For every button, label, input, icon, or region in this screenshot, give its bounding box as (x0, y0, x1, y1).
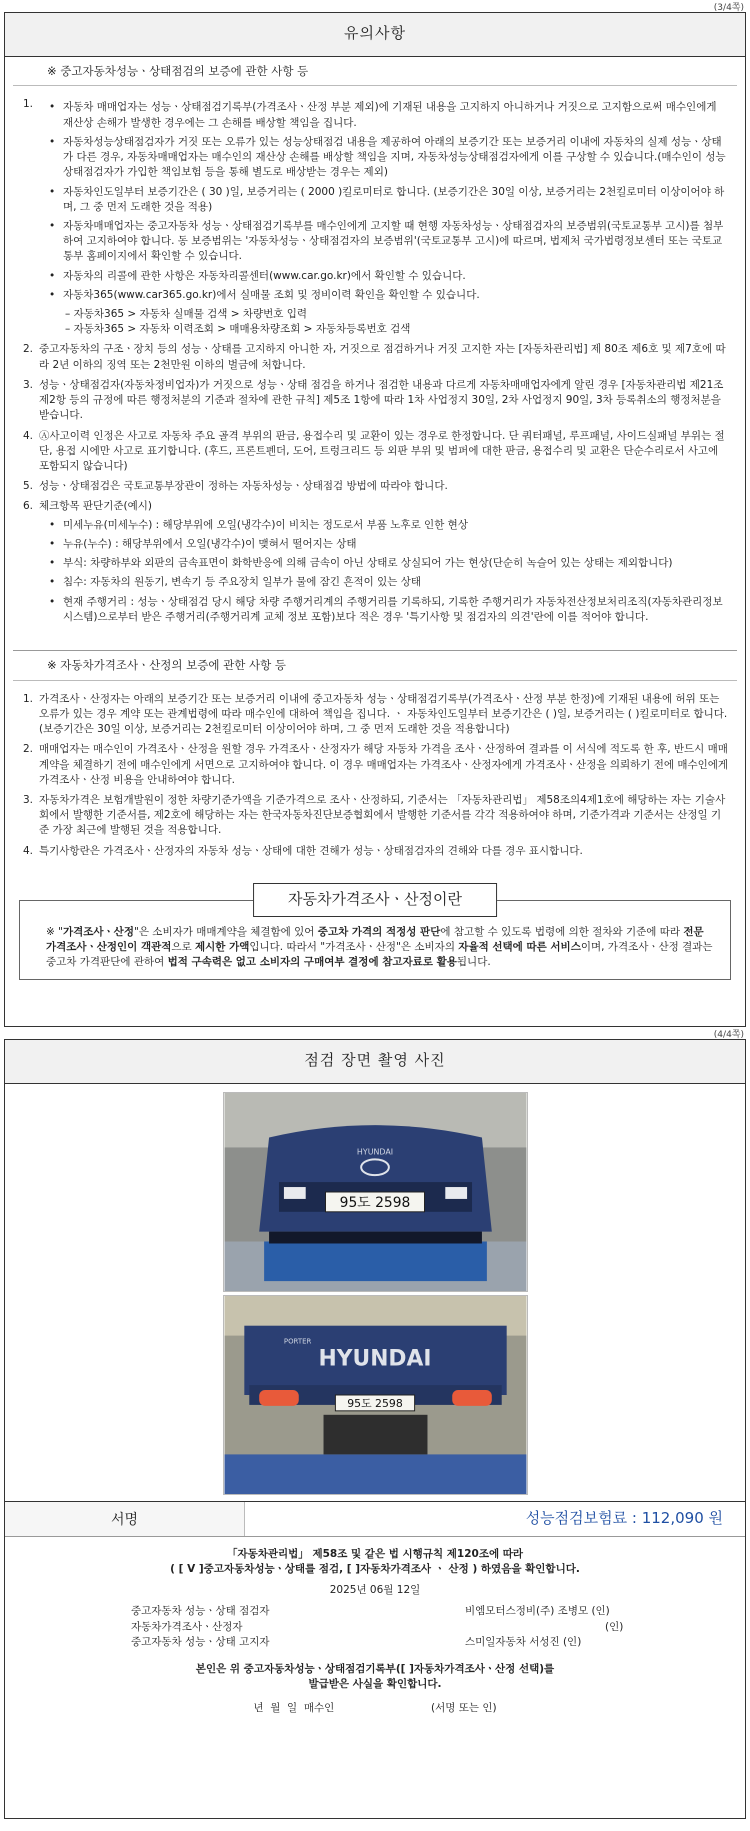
box-text: ※ " (46, 925, 63, 938)
truck-front-photo (223, 1092, 528, 1292)
price-definition-box (19, 889, 731, 980)
price-note-4 (23, 844, 729, 859)
note-4 (23, 429, 729, 475)
bullet-item (49, 185, 729, 215)
box-text: 됩니다. (456, 956, 491, 969)
signature-body (5, 1537, 745, 1726)
box-bold: 중고차 가격의 적정성 판단 (317, 925, 441, 938)
note-text: 성능ㆍ상태점검자(자동차정비업자)가 거짓으로 성능ㆍ상태 점검을 하거나 점검한 내용과 다르게 자동차매매업자에게 알린 경우 [자동차관리법 제21조 제2항 등의 규정에 따른 행정처분의 기준과 절차에 관한 규칙] 제5조 1항에 따라 1차 사업정지 30일, 2차 사업정지 90일, 3차 등록취소의 행정처분을 받습니다. (39, 378, 724, 422)
signer-inspector: 비엠모터스정비(주) 조병모 (인) (465, 1605, 610, 1618)
bullet-item (49, 595, 729, 625)
section1-heading: ※ 중고자동차성능ㆍ상태점검의 보증에 관한 사항 등 (13, 57, 737, 87)
note-number: 3. (23, 793, 34, 806)
note-6 (23, 499, 729, 629)
box-text: 이며, 가격조사ㆍ산정 결과는 중고차 가격판단에 관하여 (46, 941, 713, 969)
note-text: 특기사항란은 가격조사ㆍ산정자의 자동차 성능ㆍ상태에 대한 견해가 성능ㆍ상태점검자의 견해와 다를 경우 표시합니다. (39, 844, 583, 857)
sub-line: – 자동차365 > 자동차 이력조회 > 매매용차량조회 > 자동차등록번호 검색 (65, 323, 411, 336)
box-text: 입니다. 따라서 "가격조사ㆍ산정"은 소비자의 (249, 941, 459, 954)
bullet-item (49, 219, 729, 265)
law-line-1: 「자동차관리법」 제58조 및 같은 법 시행규칙 제120조에 따라 (226, 1547, 524, 1560)
role-notifier: 중고자동차 성능ㆍ상태 고지자 (131, 1635, 270, 1648)
note-number: 2. (23, 343, 34, 356)
bullet-icon (49, 518, 63, 533)
photo-area (5, 1084, 745, 1495)
bullet-item (49, 575, 729, 590)
note-number: 6. (23, 500, 34, 513)
price-definition-title: 자동차가격조사ㆍ산정이란 (253, 883, 497, 917)
bullet-text: 부식: 차량하부와 외판의 금속표면이 화학반응에 의해 금속이 아닌 상태로 상실되어 가는 현상(단순히 녹슬어 있는 상태는 제외합니다) (63, 557, 673, 570)
bullet-item (49, 100, 729, 130)
note-number: 3. (23, 378, 34, 391)
truck-rear-photo (223, 1295, 528, 1495)
buyer-confirm-line-1: 본인은 위 중고자동차성능ㆍ상태점검기록부([ ]자동차가격조사ㆍ산정 선택)를 (195, 1663, 555, 1676)
insurance-fee: 성능점검보험료 : 112,090 원 (525, 1508, 723, 1527)
bullet-icon (49, 575, 63, 590)
page-number-4: (4/4쪽) (713, 1030, 744, 1040)
note-text: 중고자동차의 구조ㆍ장치 등의 성능ㆍ상태를 고지하지 아니한 자, 거짓으로 점검하거나 거짓 고지한 자는 [자동차관리법] 제 80조 제6호 및 제7호에 따라 2년 이하의 징역 또는 2천만원 이하의 벌금에 처합니다. (39, 343, 726, 371)
note-number: 4. (23, 429, 34, 442)
note-number: 4. (23, 844, 34, 857)
note-body (39, 97, 729, 337)
note-3 (23, 378, 729, 424)
notes-title: 유의사항 (5, 13, 745, 57)
bullet-icon (49, 595, 63, 625)
box-text: 으로 (171, 941, 195, 954)
bullet-item (49, 556, 729, 571)
notes-page (4, 12, 746, 1027)
note-number: 2. (23, 743, 34, 756)
note-number: 1. (23, 98, 34, 111)
bullet-text: 자동차 매매업자는 성능ㆍ상태점검기록부(가격조사ㆍ산정 부분 제외)에 기재된 내용을 고지하지 아니하거나 거짓으로 고지함으로써 매수인에게 재산상 손해가 발생한 경우에는 그 손해를 배상할 책임을 집니다. (63, 101, 717, 129)
note-5 (23, 479, 729, 494)
note-text: 성능ㆍ상태점검은 국토교통부장관이 정하는 자동차성능ㆍ상태점검 방법에 따라야 합니다. (39, 480, 448, 493)
page-number-3: (3/4쪽) (713, 3, 744, 13)
section2-notes (5, 681, 745, 870)
bullet-icon (49, 537, 63, 552)
buyer-sign-row (21, 1701, 729, 1716)
note-2 (23, 342, 729, 372)
buyer-sign-hint: (서명 또는 인) (430, 1701, 497, 1714)
note-number: 5. (23, 480, 34, 493)
price-note-1 (23, 692, 729, 738)
bullet-icon (49, 135, 63, 181)
note-text: 매매업자는 매수인이 가격조사ㆍ산정을 원할 경우 가격조사ㆍ산정자가 해당 자동차 가격을 조사ㆍ산정하여 결과를 이 서식에 적도록 한 후, 반드시 매매계약을 체결하기 전에 매수인에게 서면으로 고지하여야 합니다. 이 경우 매매업자는 가격조사ㆍ산정자에게 가격조사ㆍ산정을 의뢰하기 전에 매수인에게 가격조사ㆍ산정 비용을 안내하여야 합니다. (39, 743, 729, 786)
box-bold: 전문 가격조사ㆍ산정인이 객관적 (46, 925, 704, 954)
box-bold: 자율적 선택에 따른 서비스 (458, 941, 581, 954)
law-line-2: ( [ V ]중고자동차성능ㆍ상태를 점검, [ ]자동차가격조사 ㆍ 산정 ) 하였음을 확인합니다. (170, 1562, 580, 1575)
bullet-text: 자동차인도일부터 보증기간은 ( 30 )일, 보증거리는 ( 2000 )킬로미터로 합니다. (보증기간은 30일 이상, 보증거리는 2천킬로미터 이상이어야 하며, 그 중 먼저 도래한 것을 적용) (63, 185, 725, 213)
signer-grid (21, 1604, 729, 1650)
model-text: PORTER (283, 1337, 311, 1346)
bullet-icon (49, 269, 63, 284)
bullet-text: 현재 주행거리 : 성능ㆍ상태점검 당시 해당 차량 주행거리계의 주행거리를 기록하되, 기록한 주행거리가 자동차전산정보처리조직(자동차관리정보시스템)으로부터 받은 주행거리(주행거리계 교체 정보 포함)보다 적은 경우 '특기사항 및 점검자의 의견'란에 이를 적어야 합니다. (63, 595, 723, 623)
plate-text: 95도 2598 (339, 1194, 410, 1211)
photo-title: 점검 장면 촬영 사진 (5, 1040, 745, 1084)
signer-notifier: 스미일자동차 서성진 (인) (465, 1635, 582, 1648)
bullet-icon (49, 100, 63, 130)
price-note-3 (23, 793, 729, 839)
buyer-confirm-line-2: 발급받은 사실을 확인합니다. (308, 1678, 442, 1691)
bullet-text: 누유(누수) : 해당부위에서 오일(냉각수)이 맺혀서 떨어지는 상태 (63, 537, 357, 550)
price-note-2 (23, 742, 729, 788)
note-text: 체크항목 판단기준(예시) (39, 500, 152, 513)
note-text: 가격조사ㆍ산정자는 아래의 보증기간 또는 보증거리 이내에 중고자동차 성능ㆍ상태점검기록부(가격조사ㆍ산정 부분 한정)에 기재된 내용에 허위 또는 오류가 있는 경우 계약 또는 관계법령에 따라 매수인에 대하여 책임을 집니다. ㆍ 자동차인도일부터 보증기간은 ( )일, 보증거리는 ( )킬로미터로 합니다. (보증기간은 30일 이상, 보증거리는 2천킬로미터 이상이어야 하며, 그 중 먼저 도래한 것을 적용합니다) (39, 692, 728, 736)
bullet-item (49, 288, 729, 303)
role-price-assessor: 자동차가격조사ㆍ산정자 (131, 1620, 243, 1633)
bullet-text: 자동차성능상태점검자가 거짓 또는 오류가 있는 성능상태점검 내용을 제공하여 아래의 보증기간 또는 보증거리 이내에 자동차의 실제 성능ㆍ상태가 다른 경우, 자동차매매업자는 매수인의 재산상 손해를 배상할 책임을 지며, 자동차성능상태점검자에게 이를 구상할 수 있습니다.(매수인이 성능상태점검자가 가입한 책임보험 등을 통해 별도로 배상받는 경우는 제외) (63, 135, 726, 179)
brand-text: HYUNDAI (318, 1346, 431, 1372)
bullet-item (49, 135, 729, 181)
box-bold: 가격조사ㆍ산정 (62, 925, 134, 938)
bullet-item (49, 269, 729, 284)
signer-price-assessor: (인) (605, 1620, 624, 1633)
bullet-icon (49, 219, 63, 265)
sign-date: 2025년 06월 12일 (329, 1584, 421, 1597)
section1-notes (5, 86, 745, 640)
signature-header (5, 1501, 745, 1537)
box-bold: 법적 구속력은 없고 소비자의 구매여부 결정에 참고자료로 활용 (167, 956, 457, 969)
section2-heading: ※ 자동차가격조사ㆍ산정의 보증에 관한 사항 등 (13, 651, 737, 681)
plate-text: 95도 2598 (346, 1396, 403, 1410)
sub-line: – 자동차365 > 자동차 실매물 검색 > 차량번호 입력 (65, 308, 308, 321)
buyer-date-label: 년 월 일 매수인 (253, 1701, 335, 1714)
bullet-text: 자동차의 리콜에 관한 사항은 자동차리콜센터(www.car.go.kr)에서 확인할 수 있습니다. (63, 269, 466, 282)
bullet-text: 침수: 자동차의 원동기, 변속기 등 주요장치 일부가 물에 잠긴 흔적이 있는 상태 (63, 576, 422, 589)
note-body (39, 499, 729, 629)
bullet-text: 자동차365(www.car365.go.kr)에서 실매물 조회 및 정비이력 확인을 확인할 수 있습니다. (63, 288, 480, 301)
bullet-icon (49, 288, 63, 303)
note-text: 자동차가격은 보험개발원이 정한 차량기준가액을 기준가격으로 조사ㆍ산정하되, 기준서는 「자동차관리법」 제58조의4제1호에 해당하는 자는 기술사회에서 발행한 기준서를, 제2호에 해당하는 자는 한국자동차진단보증협회에서 발행한 기준서를 각각 적용하여야 하며, 기준가격과 기준서는 산정일 기준 가장 최근에 발행된 것을 적용합니다. (39, 793, 726, 837)
role-inspector: 중고자동차 성능ㆍ상태 점검자 (131, 1605, 270, 1618)
bullet-icon (49, 556, 63, 571)
bullet-icon (49, 185, 63, 215)
note-number: 1. (23, 692, 34, 705)
photo-page (4, 1039, 746, 1819)
bullet-item (49, 537, 729, 552)
bullet-item (49, 518, 729, 533)
signature-label: 서명 (5, 1502, 245, 1536)
bullet-text: 자동차매매업자는 중고자동차 성능ㆍ상태점검기록부를 매수인에게 고지할 때 현행 자동차성능ㆍ상태점검자의 보증범위(국토교통부 고시)를 첨부하여 고지하여야 합니다. 동 보증범위는 '자동차성능ㆍ상태점검자의 보증범위'(국토교통부 고시)에 따르며, 법제처 국가법령정보센터 또는 국토교통부 홈페이지에서 확인할 수 있습니다. (63, 219, 724, 263)
box-bold: 제시한 가액 (195, 941, 250, 954)
box-text: 에 참고할 수 있도록 법령에 의한 절차와 기준에 따라 (440, 925, 684, 938)
box-text: "은 소비자가 매매계약을 체결함에 있어 (133, 925, 318, 938)
brand-text: HYUNDAI (356, 1147, 393, 1157)
note-text: Ⓐ사고이력 인정은 사고로 자동차 주요 골격 부위의 판금, 용접수리 및 교환이 있는 경우로 한정합니다. 단 쿼터패널, 루프패널, 사이드실패널 부위는 절단, 용접 시에만 사고로 표기합니다. (후드, 프론트펜더, 도어, 트렁크리드 등 외판 부위 및 범퍼에 대한 판금, 용접수리 및 교환은 단순수리로서 사고에 포함되지 않습니다) (39, 429, 725, 473)
note-1 (23, 97, 729, 337)
bullet-text: 미세누유(미세누수) : 해당부위에 오일(냉각수)이 비치는 정도로서 부품 노후로 인한 현상 (63, 518, 468, 531)
